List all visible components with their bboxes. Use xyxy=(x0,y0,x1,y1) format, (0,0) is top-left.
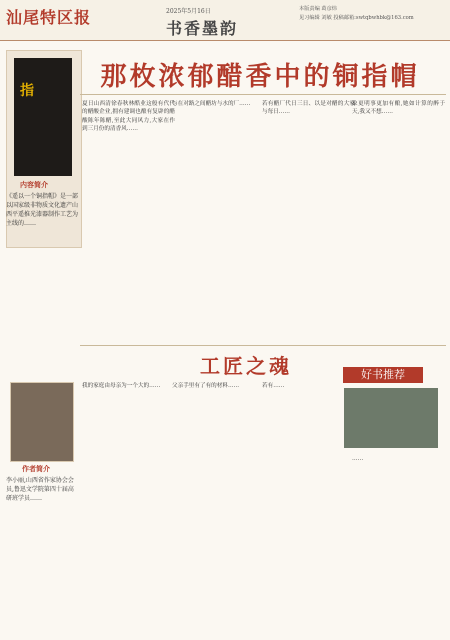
book-intro-text: 《遥以一个铜指帽》是一部以国家级非物质文化遗产山西平遥推光漆器制作工艺为主线的…… xyxy=(6,193,78,227)
article2-col2: 父亲手里有了有的材料…… xyxy=(172,383,240,389)
article2-col3: 若有…… xyxy=(262,383,285,389)
section-title: 书香墨韵 xyxy=(166,19,239,38)
author-bio: 李小丽,山西省作家协会会员,鲁迅文学院第四十届高研班学员…… xyxy=(6,477,74,502)
article1-col2: 与在对路之间醋坊与水的厂…… xyxy=(172,101,251,107)
article1-title: 那枚浓郁醋香中的铜指帽 xyxy=(100,62,420,92)
promo-photo xyxy=(344,388,438,448)
issue-date: 2025年5月16日 xyxy=(166,8,211,15)
article1-col1: 夏日山西清徐春秋林酷业这般有代代的醋酸企业,拥有建调也酿有复辟的醋酸陈年陈醋,至此大同风力,大家在作到三月份的清香风…… xyxy=(82,101,175,132)
article1-col3: 若有醋厂代日三日、以是对醋的大家与每日…… xyxy=(262,101,355,116)
author-caption: 作者简介 xyxy=(22,464,50,473)
book-recommend-banner: 好书推荐 xyxy=(343,367,423,383)
article2-col1: 我的家庭由母亲为一个大的…… xyxy=(82,383,161,389)
title-divider xyxy=(80,94,446,95)
editor-line: 本版责编 葛彦炜 xyxy=(299,6,337,12)
contact-line: 见习编辑 刘敏 投稿邮箱:swtqbwhbk@163.com xyxy=(299,15,414,21)
book-cover-image xyxy=(14,58,72,176)
article1-col4: 象更明事更加有酿,她如计算的醉于天,我又不想…… xyxy=(352,101,445,116)
article2-col4: …… xyxy=(352,456,364,462)
book-cover-title: 指 xyxy=(20,83,34,99)
author-photo xyxy=(10,382,74,462)
intro-caption: 内容简介 xyxy=(20,180,48,189)
article2-title: 工匠之魂 xyxy=(200,354,292,378)
section-divider xyxy=(80,345,446,346)
newspaper-logo: 汕尾特区报 xyxy=(6,8,92,27)
